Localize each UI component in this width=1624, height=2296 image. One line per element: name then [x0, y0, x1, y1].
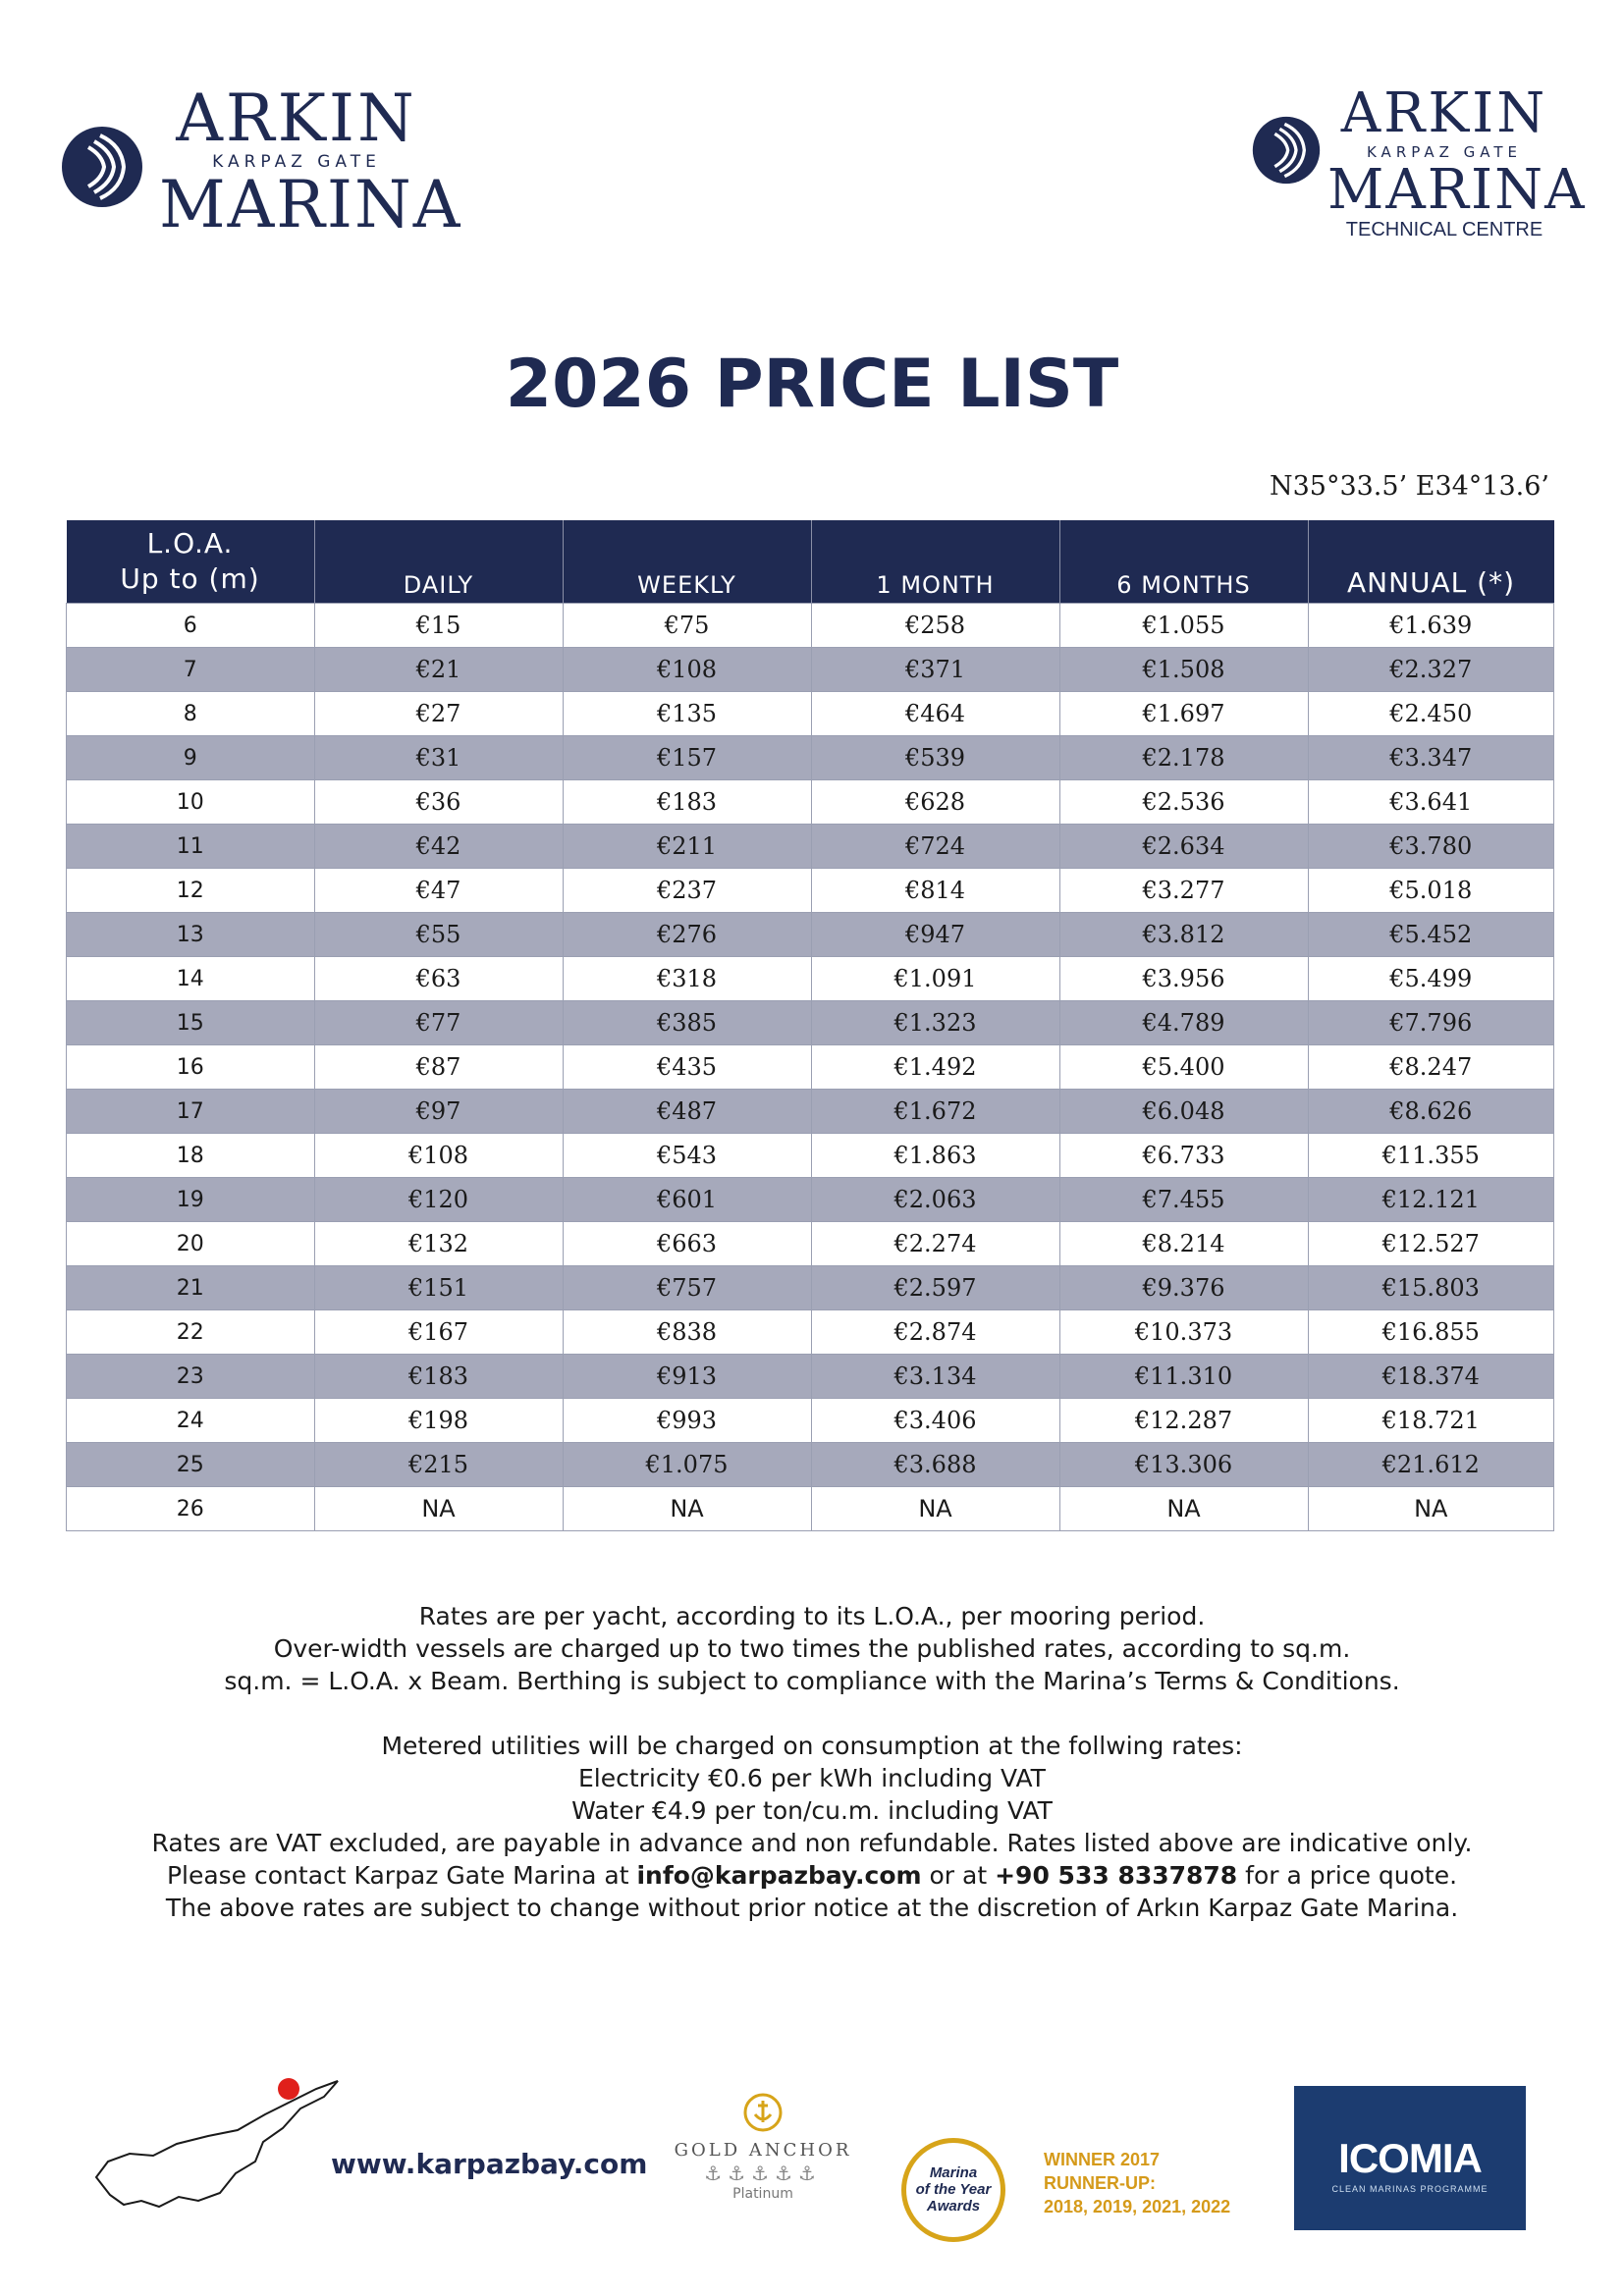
winner-text: WINNER 2017 — [1044, 2150, 1161, 2169]
page-title: 2026 PRICE LIST — [505, 346, 1119, 423]
price-cell: €838 — [563, 1310, 811, 1355]
table-row — [67, 1355, 1554, 1399]
loa-cell: 26 — [67, 1487, 315, 1531]
loa-cell: 20 — [67, 1222, 315, 1266]
note-line: sq.m. = L.O.A. x Beam. Berthing is subject to compliance with the Marina’s Terms & Conditions. — [224, 1667, 1400, 1695]
note-line: Electricity €0.6 per kWh including VAT — [578, 1764, 1046, 1792]
loa-cell: 25 — [67, 1443, 315, 1487]
price-cell: €1.508 — [1059, 648, 1308, 692]
price-cell: NA — [314, 1487, 563, 1531]
price-cell: €13.306 — [1059, 1443, 1308, 1487]
header-annual: ANNUAL (*) — [1308, 520, 1554, 604]
price-cell: €2.327 — [1308, 648, 1554, 692]
moty-line3: Awards — [926, 2198, 981, 2215]
price-cell: NA — [1308, 1487, 1554, 1531]
price-cell: €2.450 — [1308, 692, 1554, 736]
price-cell: €258 — [811, 604, 1059, 648]
loa-cell: 23 — [67, 1355, 315, 1399]
price-cell: €132 — [314, 1222, 563, 1266]
price-cell: NA — [811, 1487, 1059, 1531]
note-line: Water €4.9 per ton/cu.m. including VAT — [571, 1796, 1053, 1825]
table-row — [67, 1134, 1554, 1178]
contact-email[interactable]: info@karpazbay.com — [636, 1861, 922, 1890]
table-row — [67, 913, 1554, 957]
price-cell: €120 — [314, 1178, 563, 1222]
price-cell: €757 — [563, 1266, 811, 1310]
price-cell: €5.018 — [1308, 869, 1554, 913]
table-header-row — [67, 520, 1554, 604]
price-cell: €21 — [314, 648, 563, 692]
price-cell: €8.214 — [1059, 1222, 1308, 1266]
price-cell: €371 — [811, 648, 1059, 692]
price-cell: €1.091 — [811, 957, 1059, 1001]
price-cell: €47 — [314, 869, 563, 913]
price-cell: €27 — [314, 692, 563, 736]
price-cell: €663 — [563, 1222, 811, 1266]
price-cell: €7.796 — [1308, 1001, 1554, 1045]
gold-anchor-label: GOLD ANCHOR — [674, 2140, 852, 2161]
loa-cell: 14 — [67, 957, 315, 1001]
price-cell: €36 — [314, 780, 563, 825]
price-cell: €1.055 — [1059, 604, 1308, 648]
table-row — [67, 1045, 1554, 1090]
price-cell: €15 — [314, 604, 563, 648]
website-link[interactable]: www.karpazbay.com — [331, 2148, 648, 2180]
table-row — [67, 692, 1554, 736]
price-cell: €151 — [314, 1266, 563, 1310]
price-cell: €12.527 — [1308, 1222, 1554, 1266]
table-row — [67, 1266, 1554, 1310]
price-cell: €628 — [811, 780, 1059, 825]
table-row — [67, 1487, 1554, 1531]
icomia-logo — [1294, 2086, 1526, 2230]
table-row — [67, 1001, 1554, 1045]
marina-emblem-icon — [1252, 116, 1321, 185]
coordinates: N35°33.5’ E34°13.6’ — [1269, 471, 1549, 502]
price-cell: €55 — [314, 913, 563, 957]
price-cell: €3.780 — [1308, 825, 1554, 869]
price-cell: €12.121 — [1308, 1178, 1554, 1222]
price-cell: €2.178 — [1059, 736, 1308, 780]
logo-brand-sub: KARPAZ GATE — [1366, 143, 1522, 161]
table-row — [67, 780, 1554, 825]
price-cell: €108 — [314, 1134, 563, 1178]
runner-up-label: RUNNER-UP: — [1044, 2173, 1156, 2193]
price-cell: €2.063 — [811, 1178, 1059, 1222]
price-cell: €1.492 — [811, 1045, 1059, 1090]
header-loa — [67, 520, 315, 604]
gold-anchor-level: Platinum — [732, 2186, 793, 2202]
price-cell: €814 — [811, 869, 1059, 913]
price-cell: €183 — [563, 780, 811, 825]
loa-cell: 17 — [67, 1090, 315, 1134]
price-cell: €6.048 — [1059, 1090, 1308, 1134]
loa-cell: 12 — [67, 869, 315, 913]
technical-centre-logo — [1247, 81, 1587, 240]
price-cell: NA — [1059, 1487, 1308, 1531]
table-row — [67, 825, 1554, 869]
note-line: Rates are VAT excluded, are payable in advance and non refundable. Rates listed above are indicative only. — [151, 1829, 1473, 1857]
notes — [0, 1600, 1624, 1924]
header-daily: DAILY — [314, 520, 563, 604]
table-row — [67, 648, 1554, 692]
cyprus-map-icon — [90, 2071, 346, 2209]
price-cell: €1.863 — [811, 1134, 1059, 1178]
price-cell: €3.956 — [1059, 957, 1308, 1001]
header-loa-line1: L.O.A. — [146, 527, 234, 560]
price-cell: €97 — [314, 1090, 563, 1134]
price-cell: €157 — [563, 736, 811, 780]
price-cell: €2.597 — [811, 1266, 1059, 1310]
price-cell: €108 — [563, 648, 811, 692]
logo-brand-bottom: MARINA — [1327, 158, 1587, 222]
price-cell: €3.347 — [1308, 736, 1554, 780]
arkin-marina-logo — [61, 80, 462, 242]
price-cell: €5.499 — [1308, 957, 1554, 1001]
note-line: The above rates are subject to change without prior notice at the discretion of Arkın Karpaz Gate Marina. — [165, 1894, 1459, 1922]
table-row — [67, 1178, 1554, 1222]
price-cell: €7.455 — [1059, 1178, 1308, 1222]
price-cell: €2.536 — [1059, 780, 1308, 825]
price-cell: €3.277 — [1059, 869, 1308, 913]
icomia-wordmark: ICOMIA — [1338, 2135, 1482, 2181]
price-cell: €1.639 — [1308, 604, 1554, 648]
price-cell: €18.721 — [1308, 1399, 1554, 1443]
price-cell: €3.641 — [1308, 780, 1554, 825]
header-1-month: 1 MONTH — [811, 520, 1059, 604]
price-table-body — [67, 604, 1554, 1531]
price-cell: €913 — [563, 1355, 811, 1399]
price-cell: €385 — [563, 1001, 811, 1045]
price-cell: €2.874 — [811, 1310, 1059, 1355]
loa-cell: 18 — [67, 1134, 315, 1178]
loa-cell: 15 — [67, 1001, 315, 1045]
price-table — [66, 520, 1554, 1531]
price-cell: €211 — [563, 825, 811, 869]
footer — [0, 2071, 1624, 2248]
table-row — [67, 1222, 1554, 1266]
price-cell: €601 — [563, 1178, 811, 1222]
moty-line1: Marina — [929, 2164, 978, 2181]
anchor-icon — [743, 2093, 783, 2132]
price-cell: €135 — [563, 692, 811, 736]
header-weekly: WEEKLY — [563, 520, 811, 604]
price-cell: €63 — [314, 957, 563, 1001]
loa-cell: 24 — [67, 1399, 315, 1443]
table-row — [67, 1443, 1554, 1487]
marina-emblem-icon — [61, 126, 143, 208]
table-row — [67, 736, 1554, 780]
loa-cell: 11 — [67, 825, 315, 869]
price-cell: €1.323 — [811, 1001, 1059, 1045]
header-loa-line2: Up to (m) — [120, 562, 260, 595]
price-cell: €2.634 — [1059, 825, 1308, 869]
price-cell: €1.075 — [563, 1443, 811, 1487]
price-cell: €276 — [563, 913, 811, 957]
marina-of-the-year-badge — [901, 2138, 1005, 2242]
price-cell: €18.374 — [1308, 1355, 1554, 1399]
loa-cell: 8 — [67, 692, 315, 736]
table-row — [67, 1090, 1554, 1134]
award-results — [1044, 2148, 1230, 2218]
table-row — [67, 604, 1554, 648]
gold-anchor-award — [670, 2093, 856, 2202]
price-cell: NA — [563, 1487, 811, 1531]
price-cell: €1.697 — [1059, 692, 1308, 736]
table-row — [67, 957, 1554, 1001]
table-row — [67, 1399, 1554, 1443]
logo-brand-sub: KARPAZ GATE — [212, 152, 381, 172]
loa-cell: 10 — [67, 780, 315, 825]
price-cell: €487 — [563, 1090, 811, 1134]
contact-mid: or at — [921, 1861, 996, 1890]
price-cell: €3.688 — [811, 1443, 1059, 1487]
loa-cell: 21 — [67, 1266, 315, 1310]
loa-cell: 22 — [67, 1310, 315, 1355]
price-cell: €11.355 — [1308, 1134, 1554, 1178]
moty-line2: of the Year — [915, 2181, 992, 2198]
price-cell: €3.134 — [811, 1355, 1059, 1399]
contact-pre: Please contact Karpaz Gate Marina at — [166, 1861, 637, 1890]
price-cell: €237 — [563, 869, 811, 913]
price-cell: €543 — [563, 1134, 811, 1178]
price-cell: €215 — [314, 1443, 563, 1487]
table-row — [67, 1310, 1554, 1355]
anchor-rating-icons: ⚓⚓⚓⚓⚓ — [704, 2162, 822, 2185]
price-cell: €724 — [811, 825, 1059, 869]
price-cell: €77 — [314, 1001, 563, 1045]
price-cell: €15.803 — [1308, 1266, 1554, 1310]
logo-brand-top: ARKIN — [176, 80, 417, 156]
price-cell: €10.373 — [1059, 1310, 1308, 1355]
price-cell: €183 — [314, 1355, 563, 1399]
price-cell: €464 — [811, 692, 1059, 736]
logo-technical-centre: TECHNICAL CENTRE — [1345, 219, 1543, 240]
loa-cell: 9 — [67, 736, 315, 780]
logo-brand-top: ARKIN — [1340, 81, 1548, 145]
loa-cell: 7 — [67, 648, 315, 692]
price-cell: €31 — [314, 736, 563, 780]
price-cell: €435 — [563, 1045, 811, 1090]
note-line: Rates are per yacht, according to its L.O.A., per mooring period. — [418, 1602, 1206, 1630]
price-cell: €9.376 — [1059, 1266, 1308, 1310]
loa-cell: 6 — [67, 604, 315, 648]
price-cell: €539 — [811, 736, 1059, 780]
price-cell: €87 — [314, 1045, 563, 1090]
price-cell: €198 — [314, 1399, 563, 1443]
header-6-months: 6 MONTHS — [1059, 520, 1308, 604]
price-cell: €75 — [563, 604, 811, 648]
price-cell: €42 — [314, 825, 563, 869]
price-cell: €3.812 — [1059, 913, 1308, 957]
loa-cell: 13 — [67, 913, 315, 957]
price-cell: €4.789 — [1059, 1001, 1308, 1045]
contact-line — [0, 1859, 1624, 1892]
price-cell: €3.406 — [811, 1399, 1059, 1443]
price-cell: €993 — [563, 1399, 811, 1443]
price-cell: €1.672 — [811, 1090, 1059, 1134]
price-cell: €8.247 — [1308, 1045, 1554, 1090]
icomia-subtitle: CLEAN MARINAS PROGRAMME — [1331, 2184, 1489, 2194]
runner-up-years: 2018, 2019, 2021, 2022 — [1044, 2197, 1231, 2216]
table-row — [67, 869, 1554, 913]
price-cell: €2.274 — [811, 1222, 1059, 1266]
price-cell: €6.733 — [1059, 1134, 1308, 1178]
price-cell: €21.612 — [1308, 1443, 1554, 1487]
price-cell: €5.400 — [1059, 1045, 1308, 1090]
logo-brand-bottom: MARINA — [159, 167, 462, 242]
contact-post: for a price quote. — [1237, 1861, 1458, 1890]
price-cell: €5.452 — [1308, 913, 1554, 957]
price-cell: €12.287 — [1059, 1399, 1308, 1443]
price-cell: €8.626 — [1308, 1090, 1554, 1134]
price-cell: €947 — [811, 913, 1059, 957]
note-line: Metered utilities will be charged on consumption at the follwing rates: — [381, 1732, 1243, 1760]
loa-cell: 19 — [67, 1178, 315, 1222]
contact-phone[interactable]: +90 533 8337878 — [995, 1861, 1238, 1890]
note-line: Over-width vessels are charged up to two times the published rates, according to sq.m. — [273, 1634, 1351, 1663]
loa-cell: 16 — [67, 1045, 315, 1090]
price-cell: €167 — [314, 1310, 563, 1355]
price-cell: €16.855 — [1308, 1310, 1554, 1355]
price-cell: €318 — [563, 957, 811, 1001]
price-cell: €11.310 — [1059, 1355, 1308, 1399]
